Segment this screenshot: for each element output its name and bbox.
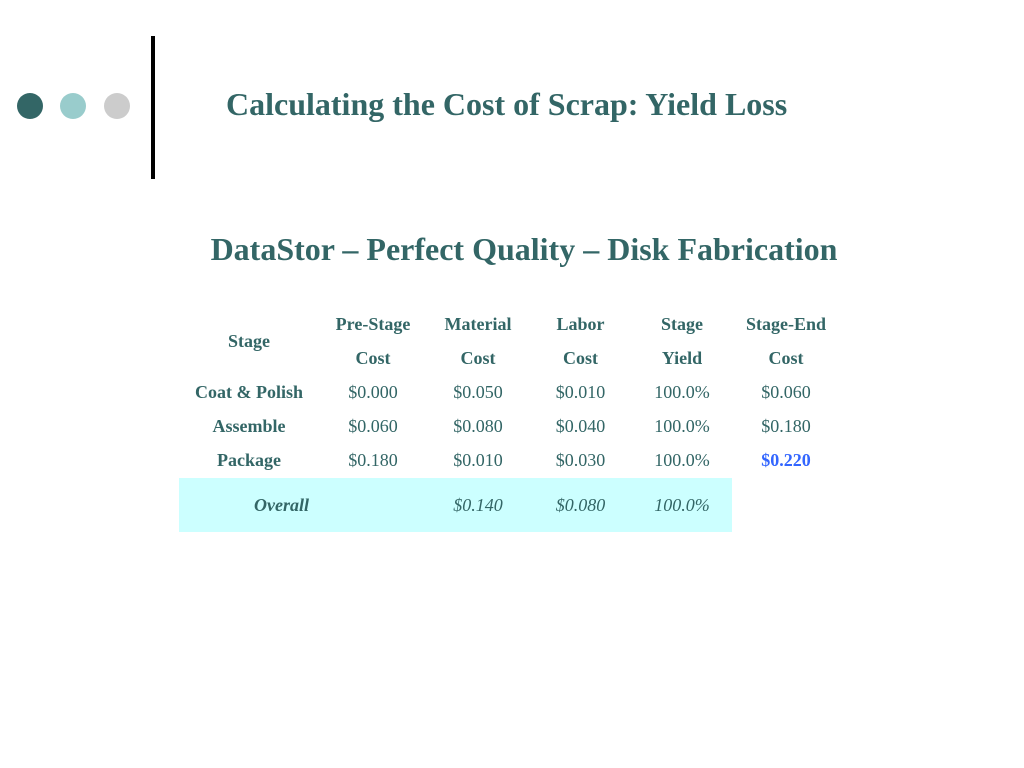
- final-stage-end-cost: $0.220: [761, 450, 811, 470]
- row-stage-end-cost: $0.060: [761, 382, 811, 402]
- overall-labor-cost: $0.080: [555, 495, 606, 515]
- header-labor-line1: Labor: [556, 314, 605, 334]
- header-labor-line2: Cost: [563, 348, 598, 368]
- title-divider: [151, 36, 155, 179]
- overall-label: Overall: [254, 495, 309, 515]
- header-stage-end-line1: Stage-End: [745, 314, 826, 334]
- row-stage-label: Coat & Polish: [195, 382, 303, 402]
- row-pre-stage-cost: $0.060: [348, 416, 398, 436]
- row-labor-cost: $0.030: [555, 450, 606, 470]
- header-stage: Stage: [228, 331, 270, 351]
- row-material-cost: $0.050: [453, 382, 503, 402]
- overall-material-cost: $0.140: [453, 495, 503, 515]
- row-stage-yield: 100.0%: [654, 450, 710, 470]
- row-stage-label: Assemble: [212, 416, 286, 436]
- table-caption: DataStor – Perfect Quality – Disk Fabrication: [210, 231, 838, 267]
- header-material-line1: Material: [444, 314, 512, 334]
- overall-yield: 100.0%: [654, 495, 710, 515]
- row-stage-label: Package: [217, 450, 281, 470]
- row-pre-stage-cost: $0.000: [348, 382, 398, 402]
- header-pre-stage-line2: Cost: [355, 348, 391, 368]
- row-labor-cost: $0.010: [555, 382, 606, 402]
- header-stage-end-line2: Cost: [768, 348, 804, 368]
- row-labor-cost: $0.040: [555, 416, 606, 436]
- bullet-dot-light: [60, 93, 86, 119]
- header-yield-line1: Stage: [661, 314, 703, 334]
- row-stage-yield: 100.0%: [654, 416, 710, 436]
- header-pre-stage-line1: Pre-Stage: [335, 314, 411, 334]
- header-material-line2: Cost: [460, 348, 496, 368]
- row-stage-yield: 100.0%: [654, 382, 710, 402]
- row-stage-end-cost: $0.180: [761, 416, 811, 436]
- bullet-dot-grey: [104, 93, 130, 119]
- row-material-cost: $0.010: [453, 450, 503, 470]
- row-material-cost: $0.080: [453, 416, 503, 436]
- header-yield-line2: Yield: [661, 348, 703, 368]
- slide-title: Calculating the Cost of Scrap: Yield Loss: [226, 86, 788, 122]
- row-pre-stage-cost: $0.180: [348, 450, 398, 470]
- bullet-dot-dark: [17, 93, 43, 119]
